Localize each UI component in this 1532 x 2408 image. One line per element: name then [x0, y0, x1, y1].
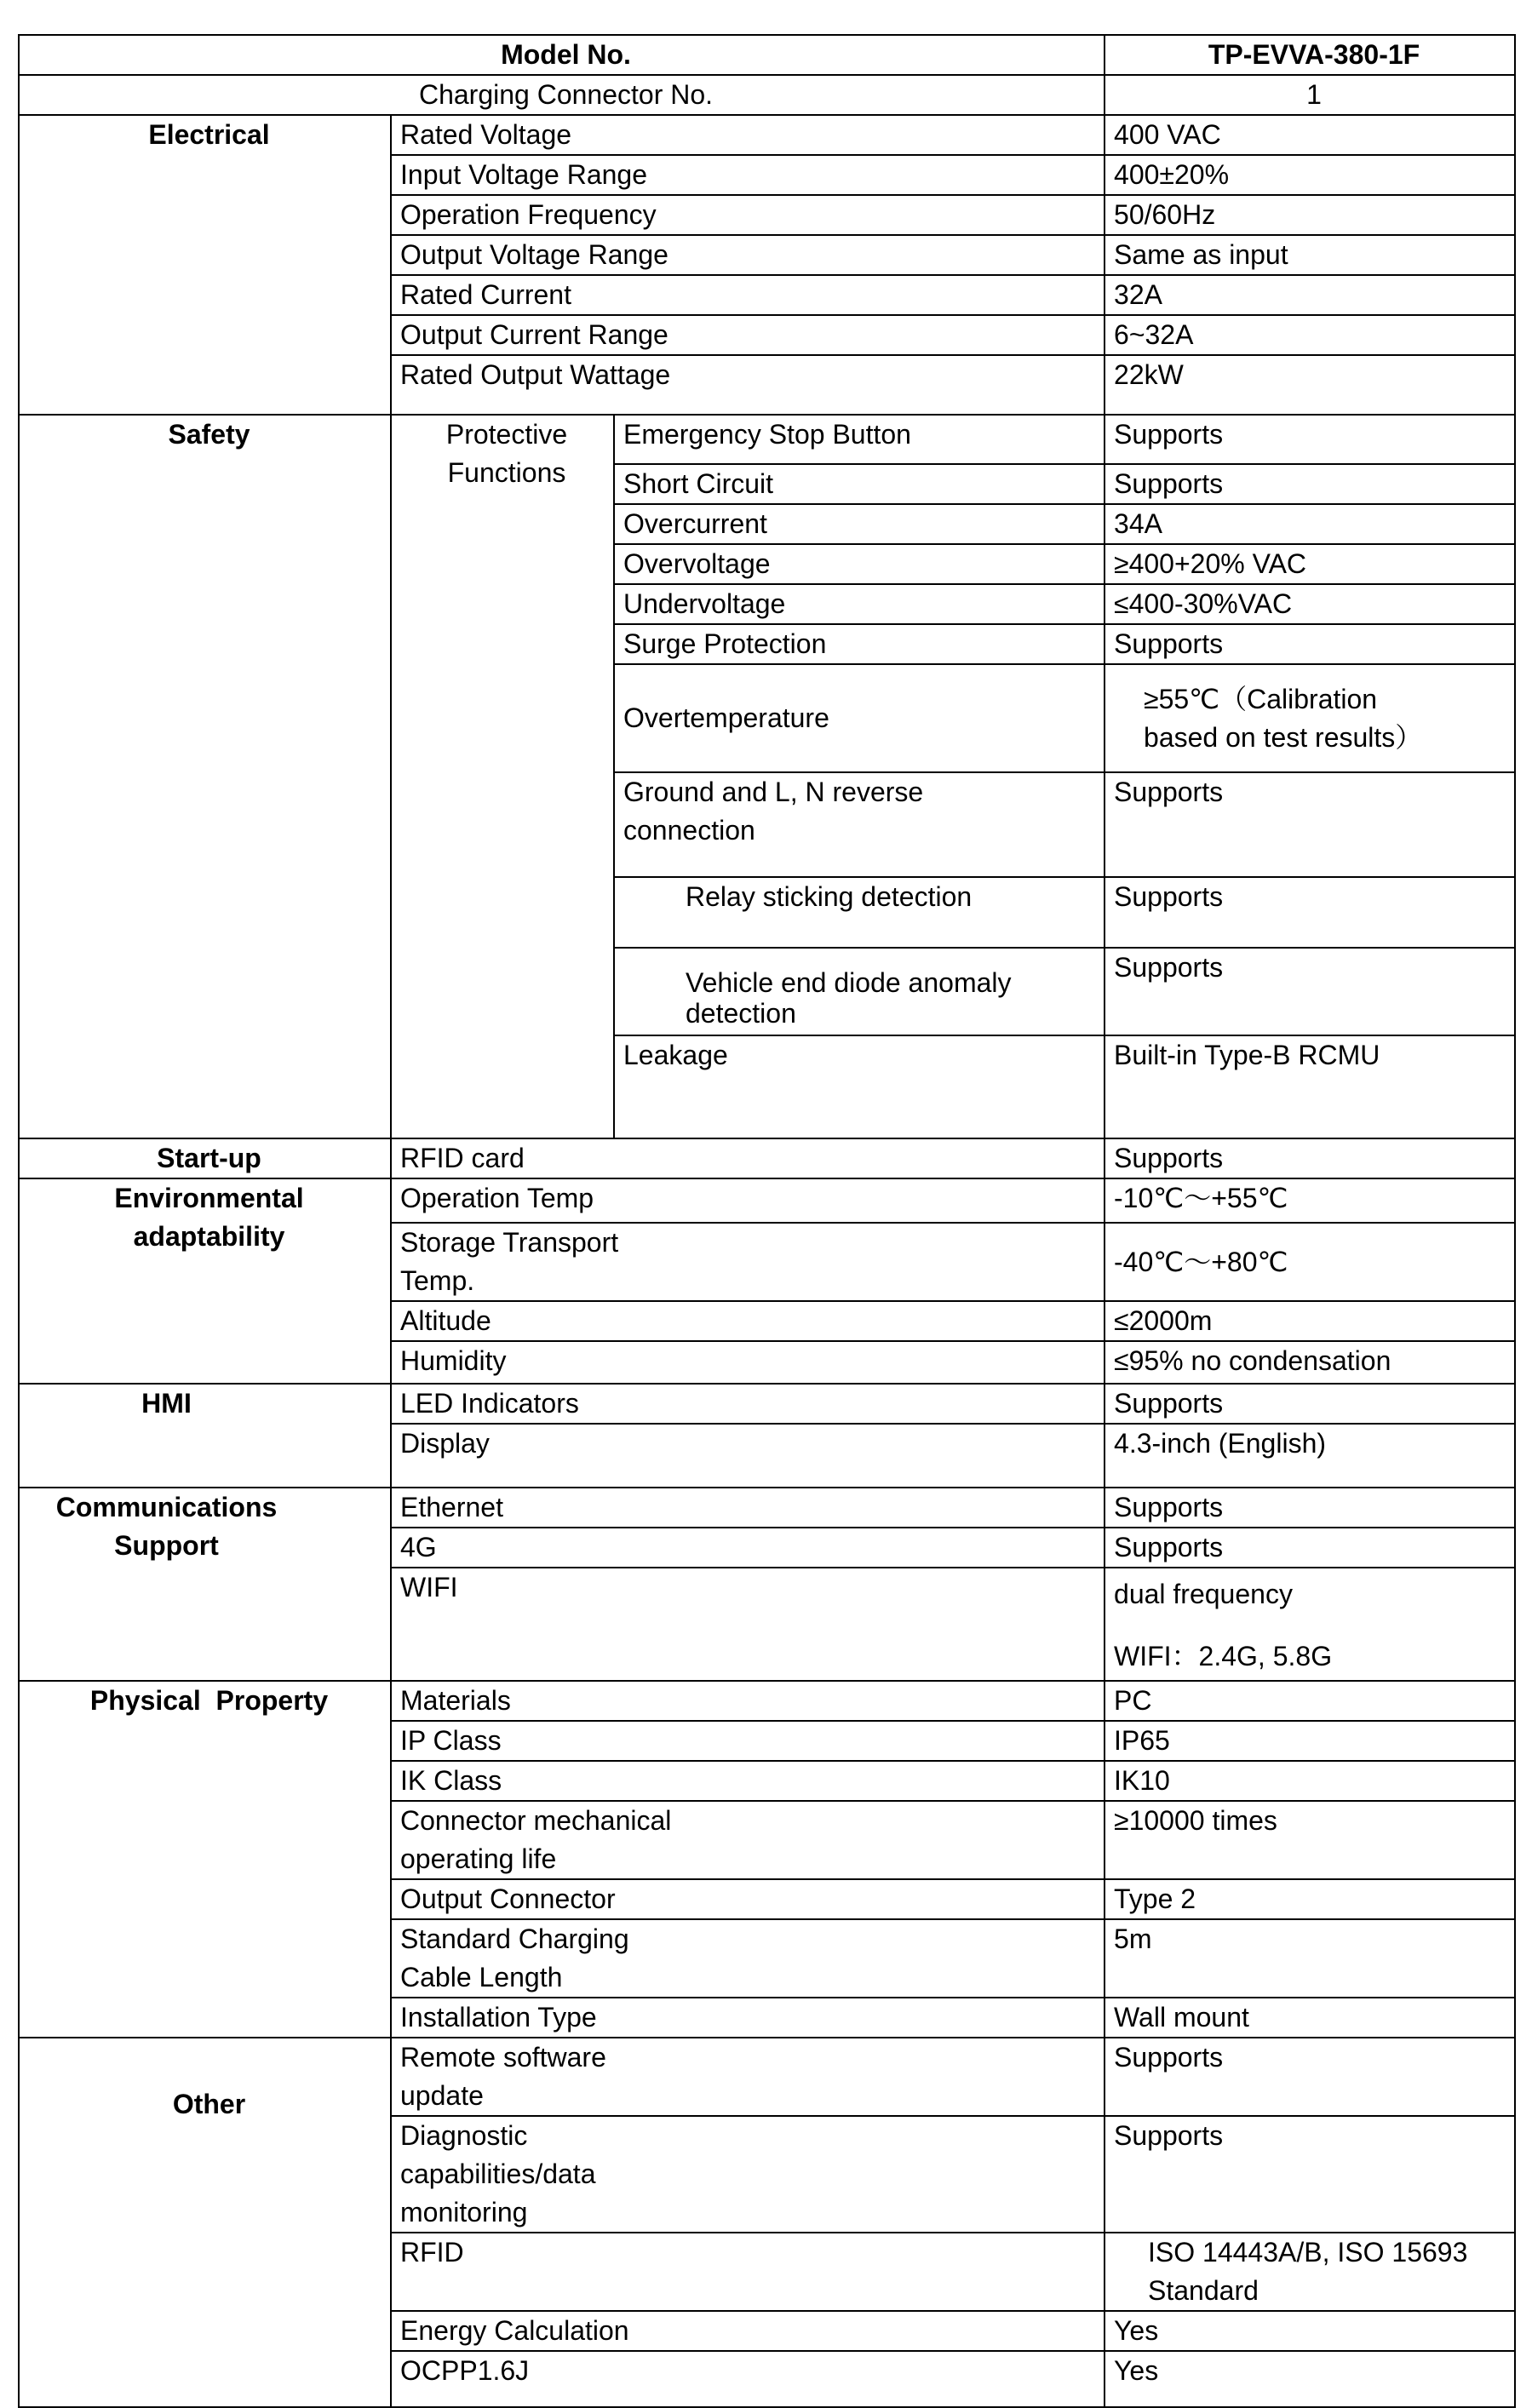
row-value — [1105, 664, 1515, 772]
connector-value: 1 — [1105, 75, 1515, 115]
row-label: Surge Protection — [614, 624, 1105, 664]
table-row — [19, 1488, 1515, 1528]
row-label: Ethernet — [391, 1488, 1105, 1528]
label-line: monitoring — [400, 2197, 528, 2227]
row-label: Emergency Stop Button — [614, 415, 1105, 464]
row-label: LED Indicators — [391, 1384, 1105, 1424]
category-line: adaptability — [133, 1221, 285, 1252]
communications-category — [19, 1488, 391, 1681]
row-label: Overcurrent — [614, 504, 1105, 544]
table-row — [19, 1178, 1515, 1223]
row-value: Supports — [1105, 415, 1515, 464]
model-value: TP-EVVA-380-1F — [1105, 35, 1515, 75]
startup-category: Start-up — [19, 1138, 391, 1178]
row-value: 6~32A — [1105, 315, 1515, 355]
row-value: Wall mount — [1105, 1998, 1515, 2038]
row-label — [391, 1223, 1105, 1301]
label-line: Cable Length — [400, 1962, 563, 1992]
row-value: Type 2 — [1105, 1879, 1515, 1919]
model-label: Model No. — [19, 35, 1105, 75]
row-label: RFID card — [391, 1138, 1105, 1178]
label-line: operating life — [400, 1843, 557, 1874]
row-label: Humidity — [391, 1341, 1105, 1384]
row-label: Output Voltage Range — [391, 235, 1105, 275]
row-label: IK Class — [391, 1761, 1105, 1801]
row-value: Same as input — [1105, 235, 1515, 275]
label-line: Vehicle end diode anomaly — [686, 967, 1012, 998]
row-label: Output Connector — [391, 1879, 1105, 1919]
row-label: Output Current Range — [391, 315, 1105, 355]
row-value: 400 VAC — [1105, 115, 1515, 155]
row-label: Altitude — [391, 1301, 1105, 1341]
label-line: Standard Charging — [400, 1924, 629, 1954]
environmental-category — [19, 1178, 391, 1384]
row-label: Undervoltage — [614, 584, 1105, 624]
label-line: Connector mechanical — [400, 1805, 672, 1836]
row-value: Supports — [1105, 877, 1515, 948]
row-value: PC — [1105, 1681, 1515, 1721]
value-line: ISO 14443A/B, ISO 15693 — [1148, 2237, 1468, 2268]
row-value: Supports — [1105, 772, 1515, 877]
row-value: 32A — [1105, 275, 1515, 315]
category-line: Environmental — [114, 1183, 304, 1213]
row-label — [391, 1801, 1105, 1879]
row-value: Supports — [1105, 1384, 1515, 1424]
row-label — [391, 2038, 1105, 2116]
physical-category: Physical Property — [19, 1681, 391, 2038]
row-label: Operation Frequency — [391, 195, 1105, 235]
row-value: 50/60Hz — [1105, 195, 1515, 235]
row-value: Supports — [1105, 1488, 1515, 1528]
row-label: Display — [391, 1424, 1105, 1488]
row-value: ≥400+20% VAC — [1105, 544, 1515, 584]
row-label: IP Class — [391, 1721, 1105, 1761]
row-value: -10℃～+55℃ — [1105, 1178, 1515, 1223]
connector-row — [19, 75, 1515, 115]
row-value: Supports — [1105, 1528, 1515, 1568]
value-line: Standard — [1148, 2275, 1259, 2306]
row-label: Relay sticking detection — [614, 877, 1105, 948]
row-value: 4.3-inch (English) — [1105, 1424, 1515, 1488]
row-value: IP65 — [1105, 1721, 1515, 1761]
row-value — [1105, 1568, 1515, 1681]
row-label: Installation Type — [391, 1998, 1105, 2038]
row-value: 22kW — [1105, 355, 1515, 415]
row-label: Overtemperature — [614, 664, 1105, 772]
value-line: WIFI：2.4G, 5.8G — [1114, 1641, 1333, 1671]
label-line: Diagnostic — [400, 2120, 528, 2151]
row-label: 4G — [391, 1528, 1105, 1568]
value-line: based on test results） — [1144, 721, 1423, 753]
row-value: Supports — [1105, 2038, 1515, 2116]
value-line: dual frequency — [1114, 1579, 1293, 1609]
model-row — [19, 35, 1515, 75]
row-label — [614, 948, 1105, 1035]
category-line: Support — [114, 1530, 219, 1561]
row-label — [391, 2116, 1105, 2233]
hmi-category: HMI — [19, 1384, 391, 1488]
row-label: Rated Output Wattage — [391, 355, 1105, 415]
label-line: connection — [623, 815, 755, 846]
spec-table — [18, 34, 1516, 2408]
row-label: Leakage — [614, 1035, 1105, 1138]
row-value: Built-in Type-B RCMU — [1105, 1035, 1515, 1138]
table-row — [19, 1384, 1515, 1424]
connector-label: Charging Connector No. — [19, 75, 1105, 115]
row-value: 400±20% — [1105, 155, 1515, 195]
row-label: Rated Current — [391, 275, 1105, 315]
group-label-line: Functions — [447, 457, 566, 488]
label-line: Ground and L, N reverse — [623, 777, 924, 807]
row-label: Short Circuit — [614, 464, 1105, 504]
row-value: 34A — [1105, 504, 1515, 544]
row-value: 5m — [1105, 1919, 1515, 1998]
label-line: Temp. — [400, 1265, 475, 1296]
table-row — [19, 1138, 1515, 1178]
other-category: Other — [19, 2038, 391, 2407]
row-value: Supports — [1105, 948, 1515, 1035]
label-line: Storage Transport — [400, 1227, 619, 1258]
row-label: RFID — [391, 2233, 1105, 2311]
row-label: Energy Calculation — [391, 2311, 1105, 2351]
row-value: ≤400-30%VAC — [1105, 584, 1515, 624]
row-value: -40℃～+80℃ — [1105, 1223, 1515, 1301]
row-value: Supports — [1105, 2116, 1515, 2233]
row-value: ≤95% no condensation — [1105, 1341, 1515, 1384]
label-line: capabilities/data — [400, 2159, 596, 2189]
row-label — [391, 1919, 1105, 1998]
row-value: Yes — [1105, 2351, 1515, 2407]
row-label: Rated Voltage — [391, 115, 1105, 155]
group-label-line: Protective — [445, 419, 568, 450]
label-line: Remote software — [400, 2042, 606, 2073]
row-label: Overvoltage — [614, 544, 1105, 584]
table-row — [19, 1681, 1515, 1721]
row-label: Operation Temp — [391, 1178, 1105, 1223]
row-value: Yes — [1105, 2311, 1515, 2351]
row-value: Supports — [1105, 464, 1515, 504]
value-line: ≥55℃（Calibration — [1144, 683, 1378, 714]
electrical-category: Electrical — [19, 115, 391, 415]
category-line: Communications — [55, 1492, 278, 1522]
row-value — [1105, 2233, 1515, 2311]
label-line: update — [400, 2080, 484, 2111]
row-value: Supports — [1105, 1138, 1515, 1178]
row-value: IK10 — [1105, 1761, 1515, 1801]
safety-category: Safety — [19, 415, 391, 1138]
table-row — [19, 115, 1515, 155]
protective-functions-group — [391, 415, 614, 1138]
table-row — [19, 415, 1515, 464]
row-value: Supports — [1105, 624, 1515, 664]
row-label: Materials — [391, 1681, 1105, 1721]
row-label — [614, 772, 1105, 877]
row-label: OCPP1.6J — [391, 2351, 1105, 2407]
row-label: Input Voltage Range — [391, 155, 1105, 195]
row-value: ≤2000m — [1105, 1301, 1515, 1341]
table-row — [19, 2038, 1515, 2116]
row-label: WIFI — [391, 1568, 1105, 1681]
row-value: ≥10000 times — [1105, 1801, 1515, 1879]
label-line: detection — [686, 998, 796, 1029]
